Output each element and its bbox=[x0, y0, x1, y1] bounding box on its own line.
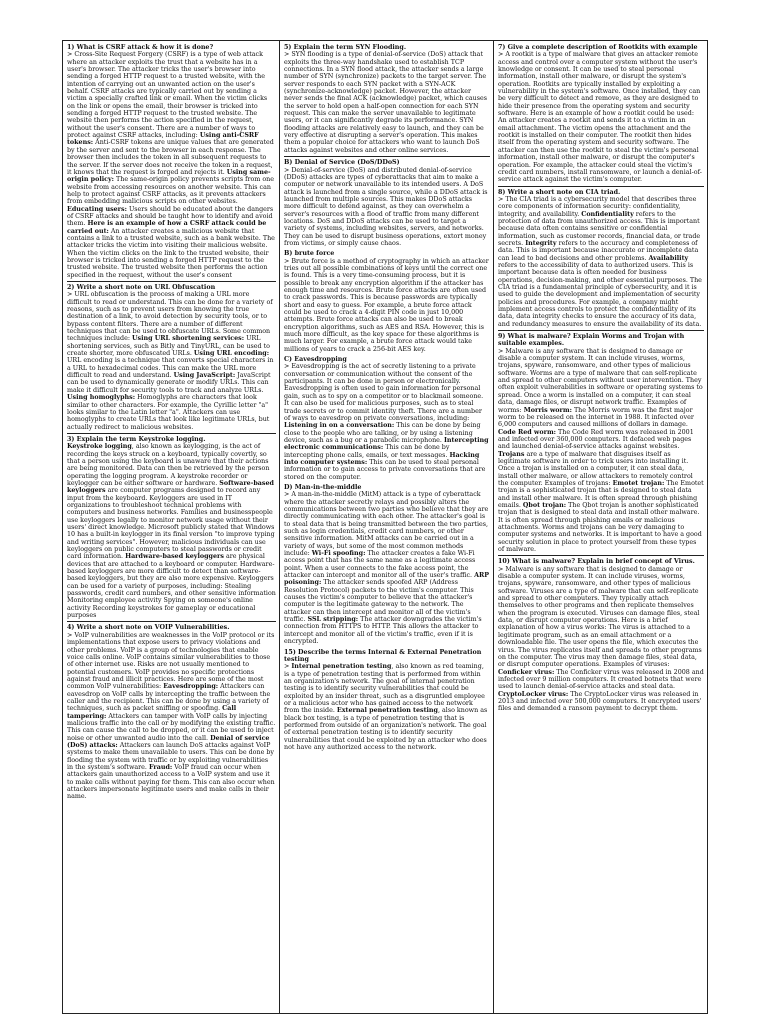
text-run: > A rootkit is a type of malware that gives an attacker remote access and control over a computer system without the user's knowledge or consent. It can be used to steal personal information, install other malware, or disrupt the system's operation. Rootkits are typically installed by exploiting a vulnerability in the system's software. Once installed, they can be very difficult to detect and remove, as they are designed to hide their presence from the operating system and security software. Here is an example of how a rootkit could be used: An attacker creates a rootkit and sends it to a victim in an email attachment. The victim opens the attachment and the rootkit is installed on their computer. The rootkit then hides itself from the operating system and security software. The attacker can then use the rootkit to steal the victim's personal information, install other malware, or disrupt the computer's operation. For example, the attacker could steal the victim's credit card numbers, install ransomware, or launch a denial-of-service attack against the victim's computer. bbox=[498, 51, 702, 184]
text-run: > Eavesdropping is the act of secretly listening to a private conversation or communication without the consent of the participants. It can be done in person or electronically. Eavesdropping is often used to gain information for personal gain, such as to spy on a competitor or to blackmail someone. It can also be used for malicious purposes, such as to steal trade secrets or to commit identity theft. There are a number of ways to eavesdrop on private conversations, including: bbox=[284, 363, 484, 422]
text-run: > A man-in-the-middle (MitM) attack is a type of cyberattack where the attacker secretly relays and possibly alters the communications between two parties who believe that they are directly communicating with each other. The attacker's goal is to steal data that is being transmitted between the two parties, such as login credentials, credit card numbers, or other sensitive information. MitM attacks can be carried out in a variety of ways, but some of the most common methods include: bbox=[284, 491, 489, 558]
text-run: VoIP fraud can occur when attackers gain unauthorized access to a VoIP system and use it to make calls without paying for them. This can also occur when attackers impersonate legitimate users and make calls in their name. bbox=[67, 764, 275, 801]
question-heading: B) Denial of Service (DoS/DDoS) bbox=[284, 159, 400, 167]
question-heading: C) Eavesdropping bbox=[284, 356, 347, 364]
answer-text bbox=[284, 491, 490, 645]
question-section bbox=[284, 43, 490, 157]
text-run: are a type of malware that disguises itself as legitimate software in order to trick users into installing it. Once a trojan is installed on a computer, it can steal data, install other malware, or allow attackers to remotely control the computer. Examples of trojans: bbox=[498, 450, 693, 487]
question-heading: 15) Describe the terms Internal & External Penetration testing bbox=[284, 648, 482, 663]
bold-term: Hacking into computer systems: bbox=[284, 451, 480, 466]
text-run: > SYN flooding is a type of denial-of-service (DoS) attack that exploits the three-way handshake used to establish TCP connections. In a SYN flood attack, the attacker sends a large number of SYN (synchronize) packets to the target server. The server responds to each SYN packet with a SYN-ACK (synchronize-acknowledge) packet. However, the attacker never sends the final ACK (acknowledge) packet, which causes the server to hold open a half-open connection for each SYN request. This can make the server unavailable to legitimate users, or it can significantly degrade its performance. SYN flooding attacks are relatively easy to launch, and they can be very effective at disrupting a server's operation. This makes them a popular choice for attackers who want to launch DoS attacks against websites and other online services. bbox=[284, 51, 487, 154]
question-heading: 8) Write a short note on CIA triad. bbox=[498, 188, 621, 196]
bold-term: Keystroke logging bbox=[67, 443, 132, 451]
answer-text bbox=[498, 196, 704, 328]
question-heading: 10) What is malware? Explain in brief concept of Virus. bbox=[498, 558, 695, 566]
text-run: The CryptoLocker virus was released in 2013 and infected over 500,000 computers. It encrypted users' files and demanded a ransom payment to decrypt them. bbox=[498, 690, 702, 713]
text-run: > VoIP vulnerabilities are weaknesses in the VoIP protocol or its implementations that expose users to privacy violations and other problems. VoIP is a group of technologies that enable voice calls online. VoIP contains similar vulnerabilities to those of other internet use. Risks are not usually mentioned to potential customers. VoIP provides no specific protections against fraud and illicit practices. Here are some of the most common VoIP vulnerabilities: bbox=[67, 631, 275, 691]
bold-term: SSL stripping: bbox=[307, 616, 359, 624]
text-run: The attacker creates a fake Wi-Fi access point that has the same name as a legitimate access point. When a user connects to the fake access point, the attacker can intercept and monitor all of the user's traffic. bbox=[284, 550, 476, 580]
text-run: > Brute force is a method of cryptography in which an attacker tries out all possible combinations of keys until the correct one is found. This is a very time-consuming process, but it is possible to break any encryption algorithm if the attacker has enough time and resources. Brute force attacks are often used to crack passwords. This is because passwords are typically short and easy to guess. For example, a brute force attack could be used to crack a 4-digit PIN code in just 10,000 attempts. Brute force attacks can also be used to break encryption algorithms, such as AES and RSA. However, this is much more difficult, as the key space for these algorithms is much larger. For example, a brute force attack would take millions of years to crack a 256-bit AES key. bbox=[284, 257, 489, 353]
answer-text bbox=[284, 258, 490, 353]
bold-term: Using JavaScript: bbox=[173, 372, 236, 380]
bold-term: ARP poisoning: bbox=[284, 572, 490, 587]
bold-term: Listening in on a conversation: bbox=[284, 422, 395, 430]
answer-text bbox=[498, 51, 704, 183]
question-heading: 2) Write a short note on URL Obfuscation bbox=[67, 284, 216, 291]
text-run: Cross-Site Request Forgery (CSRF) is a type of web attack where an attacker exploits the trust that a website has in a user's browser. The attacker tricks the user's browser into sending a forged HTTP request to a trusted website, with the intention of carrying out an unwanted action on the user's behalf. CSRF attacks are typically carried out by sending a victim a specially crafted link or email. When the victim clicks on the link or opens the email, their browser is tricked into sending a forged HTTP request to the trusted website. The website then performs the action specified in the request, without the user's consent. There are a number of ways to protect against CSRF attacks, including: bbox=[67, 51, 268, 140]
question-section bbox=[284, 483, 490, 647]
bold-term: Confidentiality bbox=[581, 210, 634, 218]
text-run: This can be done by being close to the people who are talking, or by using a listening device, such as a bug or a parabolic microphone. bbox=[284, 422, 481, 444]
text-run: > Denial-of-service (DoS) and distributed denial-of-service (DDoS) attacks are types of cyberattacks that aim to make a computer or network unavailable to its intended users. A DoS attack is launched from a single source, while a DDoS attack is launched from multiple sources. This makes DDoS attacks more difficult to defend against, as they can overwhelm a server's resources with a flood of traffic from many different locations. DoS and DDoS attacks can be used to target a variety of systems, including websites, servers, and networks. They can be used to disrupt business operations, extort money from victims, or simply cause chaos. bbox=[284, 166, 488, 247]
answer-text bbox=[498, 348, 704, 554]
bold-term: Denial of service (DoS) attacks: bbox=[67, 734, 270, 749]
text-run: refers to the protection of data from unauthorized access. This is important because data often contains sensitive or confidential information, such as customer records, financial data, or trade secrets. bbox=[498, 210, 701, 247]
text-run: > bbox=[67, 51, 73, 59]
question-section bbox=[498, 43, 704, 187]
bold-term: Trojans bbox=[498, 450, 525, 458]
bold-term: Call tampering: bbox=[67, 705, 237, 720]
column-1 bbox=[63, 41, 279, 1013]
answer-text bbox=[284, 51, 490, 154]
question-section bbox=[67, 435, 276, 623]
text-run: URL encoding is a technique that converts special characters in a URL to hexadecimal codes. This can make the URL more difficult to read and understand. bbox=[67, 357, 274, 380]
text-run: Attackers can launch DoS attacks against VoIP systems to make them unavailable to users. This can be done by flooding the system with traffic or by exploiting vulnerabilities in the system's software. bbox=[67, 741, 274, 771]
text-run: The Morris worm was the first major worm to be released on the internet in 1988. It infected over 6,000 computers and caused millions of dollars in damage. bbox=[498, 406, 694, 429]
text-run: , also known as black box testing, is a type of penetration testing that is performed from outside of an organization's network. The goal of external penetration testing is to identify security vulnerabilities that could be exploited by an attacker who does not have any authorized access to the network. bbox=[284, 707, 488, 751]
text-run: Anti-CSRF tokens are unique values that are generated by the server and sent to the browser in each response. The browser then includes the token in all subsequent requests to the server. If the server does not receive the token in a request, it knows that the request is forged and rejects it. bbox=[67, 139, 274, 176]
answer-text bbox=[67, 632, 276, 801]
bold-term: Code Red worm: bbox=[498, 428, 557, 436]
bold-term: Using same-origin policy: bbox=[67, 168, 271, 184]
answer-text bbox=[284, 167, 490, 248]
text-run: The attacker downgrades the victim's connection from HTTPS to HTTP. This allows the attacker to intercept and monitor all of the victim's traffic, even if it is encrypted. bbox=[284, 616, 482, 646]
bold-term: Using homoglyphs: bbox=[67, 394, 136, 402]
text-run: , also known as red teaming, is a type of penetration testing that is performed from within an organization's network. The goal of internal penetration testing is to identify security vulnerabilities that could be exploited by an insider threat, such as a disgruntled employee or a malicious actor who has gained access to the network from the inside. bbox=[284, 663, 485, 715]
column-3 bbox=[493, 41, 707, 1013]
bold-term: Hardware-based keyloggers bbox=[125, 553, 224, 561]
text-run: are computer programs designed to record any input from the keyboard. Keyloggers are used in IT organizations to troubleshoot technical problems with computers and business networks. Families and businesspeople use keyloggers legally to monitor network usage without their users' direct knowledge. Microsoft publicly stated that Windows 10 has a built-in keylogger in its final version "to improve typing and writing services". However, malicious individuals can use keyloggers on public computers to steal passwords or credit card information. bbox=[67, 487, 275, 561]
text-run: > bbox=[284, 663, 292, 671]
question-heading: 1) What is CSRF attack & how it is done? bbox=[67, 44, 214, 51]
text-run: This can be used to steal personal information or to gain access to private conversations that are stored on the computer. bbox=[284, 458, 486, 481]
text-run: URL shortening services, such as Bitly and TinyURL, can be used to create shorter, more obfuscated URLs. bbox=[67, 335, 270, 358]
question-heading: 9) What is malware? Explain Worms and Trojan with suitable examples. bbox=[498, 333, 685, 348]
text-run: Attackers can tamper with VoIP calls by injecting malicious traffic into the call or by modifying the existing traffic. This can cause the call to be dropped, or it can be used to inject noise or other unwanted audio into the call. bbox=[67, 712, 276, 742]
text-run: The same-origin policy prevents scripts from one website from accessing resources on another website. This can help to protect against CSRF attacks, as it prevents attackers from embedding malicious scripts on other websites. bbox=[67, 176, 274, 206]
bold-term: CryptoLocker virus: bbox=[498, 690, 569, 698]
text-run: JavaScript can be used to dynamically generate or modify URLs. This can make it difficult for security tools to track and analyze URLs. bbox=[67, 372, 271, 394]
bold-term: External penetration testing bbox=[336, 707, 438, 715]
question-heading: B) brute force bbox=[284, 250, 335, 258]
bold-term: Emotet trojan: bbox=[612, 479, 665, 487]
question-heading: 5) Explain the term SYN Flooding. bbox=[284, 44, 407, 51]
bold-term: Fraud: bbox=[148, 764, 173, 771]
bold-term: Using URL shortening services: bbox=[131, 335, 245, 343]
text-run: are physical devices that are attached to a keyboard or computer. Hardware-based keyloggers are more difficult to detect than software-based keyloggers, but they are also more expensive. Keyloggers can be used for a variety of purposes, including: Stealing passwords, credit card numbers, and other sensitive information Monitoring employee activity Spying on someone's online activity Recording keystrokes for gameplay or educational purposes bbox=[67, 553, 276, 620]
bold-term: Educating users: bbox=[67, 205, 127, 213]
question-section bbox=[284, 355, 490, 482]
bold-term: Eavesdropping: bbox=[163, 683, 219, 691]
question-section bbox=[498, 332, 704, 556]
question-section bbox=[284, 648, 490, 754]
bold-term: Wi-Fi spoofing: bbox=[311, 550, 366, 558]
text-run: , also known as keylogging, is the act of recording the keys struck on a keyboard, typically covertly, so that a person using the keyboard is unaware that their actions are being monitored. Data can then be retrieved by the person operating the logging program. A keystroke recorder or keylogger can be either software or hardware. bbox=[67, 443, 270, 487]
bold-term: Using anti-CSRF tokens: bbox=[67, 132, 259, 147]
answer-text bbox=[67, 291, 276, 431]
text-run: An attacker creates a malicious website that contains a link to a trusted website, such as a bank website. The attacker tricks the victim into visiting their malicious website. When the victim clicks on the link to the trusted website, their browser is tricked into sending a forged HTTP request to the trusted website. The trusted website then performs the action specified in the request, without the user's consent bbox=[67, 227, 275, 279]
text-run: > The CIA triad is a cybersecurity model that describes three core components of information security: confidentiality, integrity, and availability. bbox=[498, 195, 697, 218]
text-run: refers to the accessibility of data to authorized users. This is important because data is often needed for business operations, decision-making, and other essential purposes. The CIA triad is a fundamental principle of cybersecurity, and it is used to guide the development and implementation of security policies and procedures. For example, a company might implement access controls to protect the confidentiality of its data, data integrity checks to ensure the accuracy of its data, and redundancy measures to ensure the availability of its data. bbox=[498, 261, 702, 328]
answer-text bbox=[498, 566, 704, 713]
question-heading: 7) Give a complete description of Rootkits with example bbox=[498, 44, 698, 51]
text-run: Users should be educated about the dangers of CSRF attacks and should be taught how to identify and avoid them. bbox=[67, 205, 274, 228]
question-section bbox=[498, 188, 704, 332]
notes-sheet bbox=[62, 40, 708, 1014]
text-run: The Emotet trojan is a sophisticated trojan that is designed to steal data and install other malware. It is often spread through phishing emails. bbox=[498, 479, 704, 509]
text-run: This can be done by intercepting phone calls, emails, or text messages. bbox=[284, 444, 450, 459]
text-run: The Code Red worm was released in 2001 and infected over 360,000 computers. It defaced web pages and launched denial-of-service attacks against websites. bbox=[498, 428, 694, 451]
bold-term: Using URL encoding: bbox=[193, 350, 270, 358]
text-run: Homoglyphs are characters that look similar to other characters. For example, the Cyrillic letter "a" looks similar to the Latin letter "a". Attackers can use homoglyphs to create URLs that look like legitimate URLs, but actually redirect to malicious websites. bbox=[67, 394, 270, 431]
text-run: refers to the accuracy and completeness of data. This is important because inaccurate or incomplete data can lead to bad decisions and other problems. bbox=[498, 239, 699, 262]
answer-text bbox=[67, 443, 276, 619]
bold-term: Software-based keyloggers bbox=[67, 479, 274, 495]
answer-text bbox=[284, 663, 490, 751]
question-section bbox=[67, 283, 276, 434]
answer-text bbox=[284, 363, 490, 481]
question-section bbox=[67, 43, 276, 282]
bold-term: Intercepting electronic communications: bbox=[284, 436, 489, 452]
question-section bbox=[498, 557, 704, 714]
text-run: The attacker sends spoofed ARP (Address Resolution Protocol) packets to the victim's computer. This causes the victim's computer to believe that the attacker's computer is the legitimate gateway to the network. The attacker can then intercept and monitor all of the victim's traffic. bbox=[284, 579, 474, 624]
bold-term: Internal penetration testing bbox=[291, 663, 392, 671]
text-run: The Conficker virus was released in 2008 and infected over 9 million computers. It created botnets that were used to launch denial-of-service attacks and steal data. bbox=[498, 668, 704, 691]
bold-term: Morris worm: bbox=[523, 406, 572, 414]
text-run: > URL obfuscation is the process of making a URL more difficult to read or understand. This can be done for a variety of reasons, such as to prevent users from knowing the true destination of a link, to avoid detection by security tools, or to bypass content filters. There are a number of different techniques that can be used to obfuscate URLs. Some common techniques include: bbox=[67, 291, 273, 343]
question-section bbox=[67, 623, 276, 802]
bold-term: Conficker virus: bbox=[498, 668, 555, 676]
text-run: > Malware is any software that is designed to damage or disable a computer system. It can include viruses, worms, trojans, spyware, ransomware, and other types of malicious software. Viruses are a type of malware that can self-replicate and spread to other computers. They typically attach themselves to other programs and then replicate themselves when the program is executed. Viruses can damage files, steal data, or disrupt computer operations. Here is a brief explanation of how a virus works: The virus is attached to a legitimate program, such as an email attachment or a downloadable file. The user opens the file, which executes the virus. The virus replicates itself and spreads to other programs on the computer. The virus may then damage files, steal data, or disrupt computer operations. Examples of viruses: bbox=[498, 565, 702, 669]
bold-term: Qbot trojan: bbox=[522, 501, 567, 509]
question-section bbox=[284, 158, 490, 248]
bold-term: Here is an example of how a CSRF attack could be carried out: bbox=[67, 220, 267, 235]
question-heading: 4) Write a short note on VOIP Vulnerabilities. bbox=[67, 624, 230, 632]
text-run: > Malware is any software that is designed to damage or disable a computer system. It can include viruses, worms, trojans, spyware, ransomware, and other types of malicious software. Worms are a type of malware that can self-replicate and spread to other computers without user intervention. They often exploit vulnerabilities in software or operating systems to spread. Once a worm is installed on a computer, it can steal data, damage files, or disrupt network traffic. Examples of worms: bbox=[498, 347, 703, 414]
question-heading: 3) Explain the term Keystroke logging. bbox=[67, 435, 206, 443]
column-2 bbox=[279, 41, 493, 1013]
question-heading: D) Man-in-the-middle bbox=[284, 483, 362, 491]
question-section bbox=[284, 249, 490, 354]
answer-text bbox=[67, 51, 276, 279]
bold-term: Integrity bbox=[525, 239, 557, 247]
text-run: The Qbot trojan is another sophisticated trojan that is designed to steal data and install other malware. It is often spread through phishing emails or malicious attachments. Worms and trojans can be very damaging to computer systems and networks. It is important to have a good security solution in place to protect yourself from these types of malware. bbox=[498, 501, 702, 554]
bold-term: Availability bbox=[648, 254, 689, 262]
text-run: Attackers can eavesdrop on VoIP calls by intercepting the traffic between the caller and the recipient. This can be done by using a variety of techniques, such as packet sniffing or spoofing. bbox=[67, 683, 271, 713]
